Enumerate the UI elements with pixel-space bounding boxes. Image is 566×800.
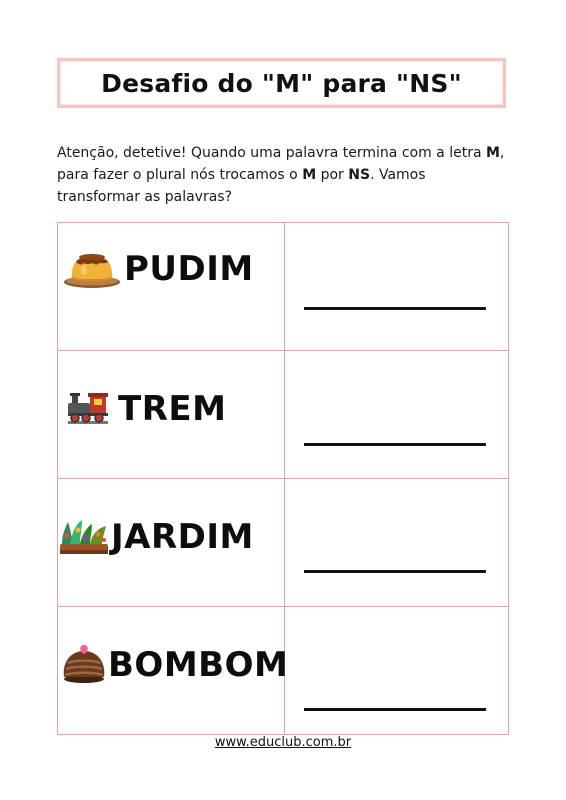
instructions-bold-ns: NS (348, 167, 371, 183)
table-row (58, 479, 509, 607)
word-cell-jardim (58, 479, 285, 607)
page-title: Desafio do "M" para "NS" (101, 68, 462, 98)
word-jardim: JARDIM (111, 516, 254, 557)
answer-line[interactable] (304, 570, 486, 573)
word-pudim: PUDIM (124, 248, 254, 289)
instructions (57, 142, 512, 208)
word-cell-pudim (58, 223, 285, 351)
answer-cell-jardim[interactable] (285, 479, 509, 607)
worksheet-table (57, 222, 509, 735)
answer-cell-bombom[interactable] (285, 607, 509, 735)
word-trem: TREM (118, 388, 227, 429)
garden-icon (58, 514, 110, 560)
instructions-text-4: . Vamos transformar as palavras? (57, 167, 426, 205)
answer-cell-trem[interactable] (285, 351, 509, 479)
answer-line[interactable] (304, 708, 486, 711)
title-box (57, 58, 506, 108)
instructions-bold-m-2: M (302, 167, 317, 183)
instructions-text-1: Atenção, detetive! Quando uma palavra termina com a letra (57, 145, 486, 161)
answer-line[interactable] (304, 307, 486, 310)
word-cell-trem (58, 351, 285, 479)
answer-line[interactable] (304, 443, 486, 446)
instructions-text-2: , para fazer o plural nós trocamos o (57, 145, 505, 183)
table-row (58, 223, 509, 351)
pudding-icon (62, 244, 122, 294)
table-row (58, 607, 509, 735)
answer-cell-pudim[interactable] (285, 223, 509, 351)
footer-link[interactable]: www.educlub.com.br (214, 735, 352, 750)
train-icon (66, 387, 110, 431)
bonbon-icon (60, 641, 108, 689)
instructions-text-3: por (316, 167, 349, 183)
word-bombom: BOMBOM (108, 644, 289, 685)
word-cell-bombom (58, 607, 289, 735)
table-row (58, 351, 509, 479)
footer (0, 735, 566, 750)
instructions-bold-m-1: M (485, 145, 500, 161)
